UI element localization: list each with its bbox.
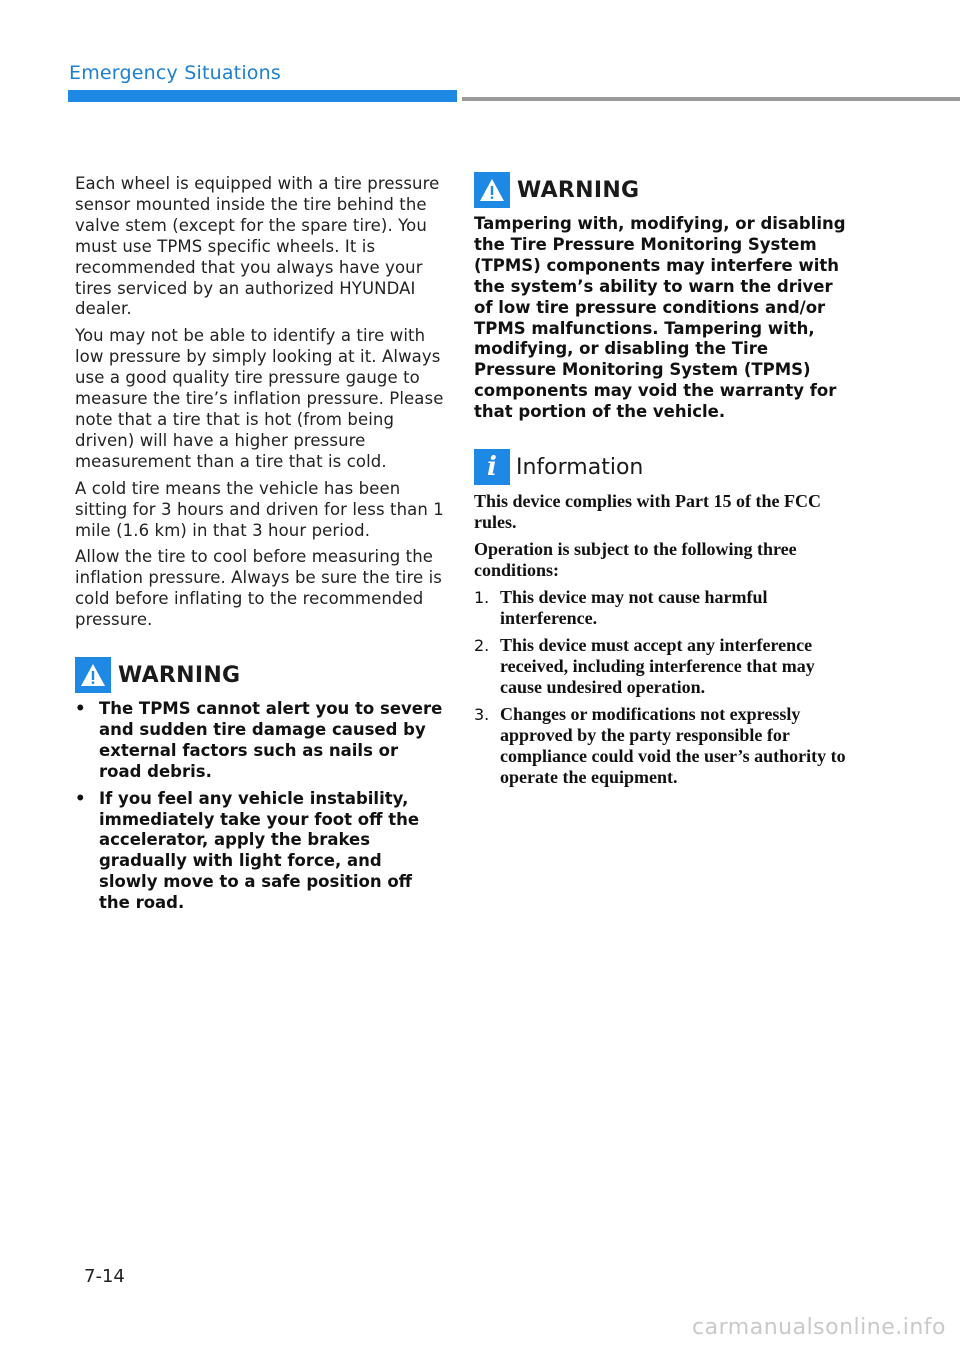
warning-title: WARNING	[118, 662, 241, 688]
list-number: 2.	[474, 636, 490, 656]
warning-triangle-icon	[75, 657, 111, 693]
list-number: 1.	[474, 588, 490, 608]
information-block	[474, 449, 846, 788]
body-paragraph: You may not be able to identify a tire with low pressure by simply looking at it. Always use a good quality tire pressure gauge to measure the tire’s inflation pressure. Please note that a tire that is hot (from being driven) will have a higher pressure measurement than a tire that is cold.	[75, 326, 444, 471]
list-item-text: The TPMS cannot alert you to severe and sudden tire damage caused by external factors such as nails or road debris.	[99, 699, 443, 781]
warning-text: Tampering with, modifying, or disabling the Tire Pressure Monitoring System (TPMS) components may interfere with the system’s ability to warn the driver of low tire pressure conditions and/or TPMS malfunctions. Tampering with, modifying, or disabling the Tire Pressure Monitoring System (TPMS) components may void the warranty for that portion of the vehicle.	[474, 214, 846, 422]
list-item-text: If you feel any vehicle instability, immediately take your foot off the accelerator, apply the brakes gradually with light force, and slowly move to a safe position off the road.	[99, 788, 420, 913]
information-header	[474, 449, 846, 485]
warning-triangle-icon	[474, 172, 510, 208]
warning-header	[474, 172, 846, 208]
warning-list	[75, 699, 445, 914]
conditions-list	[474, 587, 846, 788]
information-title: Information	[516, 454, 644, 480]
warning-title: WARNING	[517, 177, 640, 203]
warning-block	[474, 172, 846, 423]
section-title: Emergency Situations	[69, 62, 281, 84]
warning-block	[75, 657, 445, 914]
body-paragraph: A cold tire means the vehicle has been sitting for 3 hours and driven for less than 1 mile (1.6 km) in that 3 hour period.	[75, 478, 444, 540]
bullet: •	[75, 788, 86, 808]
list-item-text: Changes or modifications not expressly approved by the party responsible for compliance could void the user’s authority to operate the equipment.	[500, 704, 846, 788]
list-item	[474, 704, 846, 788]
info-icon: i	[474, 449, 510, 485]
list-item	[75, 789, 445, 914]
body-paragraph: Each wheel is equipped with a tire pressure sensor mounted inside the tire behind the valve stem (except for the spare tire). You must use TPMS specific wheels. It is recommended that you always have your tires serviced by an authorized HYUNDAI dealer.	[75, 174, 440, 319]
list-item-text: This device may not cause harmful interference.	[500, 587, 768, 629]
watermark: carmanualsonline.info	[692, 1315, 946, 1340]
header-rule	[462, 97, 960, 101]
warning-header	[75, 657, 445, 693]
list-item	[75, 699, 445, 783]
list-item	[474, 635, 846, 698]
information-paragraph: This device complies with Part 15 of the FCC rules.	[474, 491, 821, 533]
body-paragraph: Allow the tire to cool before measuring the inflation pressure. Always be sure the tire is cold before inflating to the recommended pressure.	[75, 547, 442, 630]
header-accent-bar	[68, 90, 457, 102]
list-item-text: This device must accept any interference received, including interference that may cause undesired operation.	[500, 635, 815, 698]
information-paragraph: Operation is subject to the following three conditions:	[474, 539, 797, 581]
bullet: •	[75, 699, 86, 719]
list-item	[474, 587, 846, 629]
left-column	[75, 174, 445, 920]
right-column	[474, 172, 846, 794]
page-number: 7-14	[84, 1266, 125, 1287]
list-number: 3.	[474, 705, 490, 725]
